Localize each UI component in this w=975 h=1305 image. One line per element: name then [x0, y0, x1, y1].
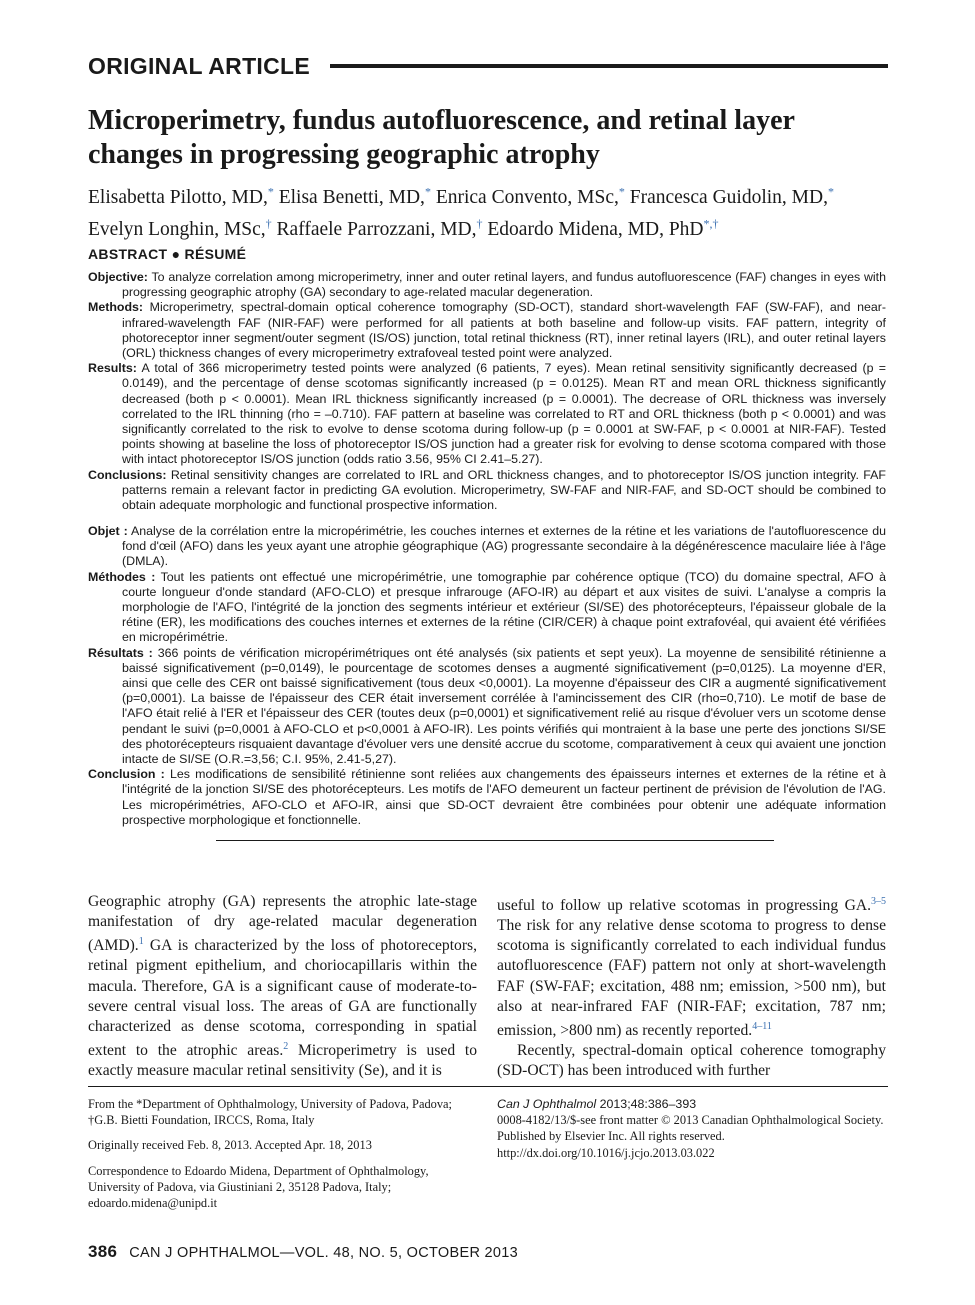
- abstract-french: [88, 524, 886, 828]
- resume-conclusion: Conclusion : Les modifications de sensibilité rétinienne sont reliées aux changements des épaisseurs internes et externes de la rétine et à l'intégrité de la jonction SI/SE des photorécepteurs. Les motifs de l'AFO demeurent un facteur pertinent de prévision de l'évolution de l'AG. Les micropérimétries, AFO-CLO et AFO-IR, ainsi que SD-OCT devraient être combinées pour obtenir une adéquate information prospective morphologique et fonctionnelle.: [88, 767, 886, 827]
- body-column-right: [497, 892, 886, 1081]
- correspondence-note: Correspondence to Edoardo Midena, Department of Ophthalmology, University of Padova, via Giustiniani 2, 35128 Padova, Italy; edoardo.midena@unipd.it: [88, 1163, 429, 1211]
- footnotes-left: [88, 1096, 478, 1220]
- abstract-heading: ABSTRACT ● RÉSUMÉ: [88, 246, 247, 262]
- author-list: [88, 178, 898, 243]
- abstract-results: Results: A total of 366 microperimetry tested points were analyzed (6 patients, 7 eyes). Mean retinal sensitivity significantly decreased (p = 0.0149), and the percentage of dense scotomas significantly increased (p = 0.0125). Mean RT and mean ORL thickness significantly decreased (both p < 0.0001). Mean IRL thickness significantly increased (p = 0.0001). The decrease of ORL thickness was inversely correlated to the IRL thinning (rho = –0.710). FAF pattern at baseline was correlated to RT and ORL thickness (both p < 0.0001) and was significantly correlated to the risk to evolve to dense scotoma during follow-up (p = 0.0001 at SW-FAF, p < 0.0001 at NIR-FAF). Tested points showing at baseline the loss of photoreceptor IS/OS junction had a greater risk for evolving to dense scotoma compared with those with intact photoreceptor IS/OS junction (odds ratio 3.56, 95% CI 2.41–5.27).: [88, 361, 886, 467]
- author: Raffaele Parrozzani, MD,†: [276, 216, 483, 240]
- author: Edoardo Midena, MD, PhD*,†: [487, 216, 719, 240]
- affiliation-mark[interactable]: *: [618, 184, 625, 198]
- header-rule: [330, 64, 888, 68]
- author: Elisa Benetti, MD,*: [278, 184, 431, 208]
- received-note: Originally received Feb. 8, 2013. Accepted Apr. 18, 2013: [88, 1138, 372, 1153]
- abstract-conclusions: Conclusions: Retinal sensitivity changes are correlated to IRL and ORL thickness changes, and to photoreceptor IS/OS junction integrity. FAF patterns remain a relevant factor in predicting GA evolution. Microperimetry, SW-FAF and NIR-FAF, and SD-OCT should be combined to obtain adequate morphologic and functional prospective information.: [88, 467, 886, 513]
- footnote-divider: [88, 1086, 888, 1087]
- author: Francesca Guidolin, MD,*: [629, 184, 834, 208]
- affiliation-mark[interactable]: *,†: [703, 216, 719, 231]
- author: Elisabetta Pilotto, MD,*: [88, 184, 274, 208]
- abstract-methods: Methods: Microperimetry, spectral-domain optical coherence tomography (SD-OCT), standard short-wavelength FAF (SW-FAF), and near-infrared-wavelength FAF (NIR-FAF) were performed for all patients at both baseline and follow-up visits. FAF pattern, integrity of photoreceptor inner segment/outer segment (IS/OS) junction, total retinal thickness (RT), inner retinal layers (IRL), and outer retinal layers (ORL) thickness changes of every microperimetry extrafoveal tested point were analyzed.: [88, 300, 886, 361]
- affiliation-mark[interactable]: †: [265, 216, 272, 231]
- journal-citation: Can J Ophthalmol 2013;48:386–393: [497, 1097, 697, 1111]
- citation-link[interactable]: 2: [283, 1040, 289, 1052]
- page-footer: [88, 1242, 518, 1262]
- affiliation-mark[interactable]: *: [267, 184, 274, 198]
- page-number: 386: [88, 1242, 118, 1261]
- section-label: ORIGINAL ARTICLE: [88, 52, 311, 79]
- doi-link[interactable]: http://dx.doi.org/10.1016/j.jcjo.2013.03.022: [497, 1145, 715, 1160]
- citation-link[interactable]: 3–5: [871, 896, 886, 907]
- citation-link[interactable]: 4–11: [752, 1020, 772, 1032]
- affiliation-mark[interactable]: *: [827, 184, 834, 198]
- body-paragraph: useful to follow up relative scotomas in progressing GA.$^{3-5}$ The risk for any relative dense scotoma to progress to dense scotoma is significantly correlated to each individual fundus autofluorescence (FAF) pattern not only at short-wavelength FAF (SW-FAF; excitation, 488 nm; emission, >500 nm), but also at near-infrared FAF (NIR-FAF; excitation, 787 nm; emission, >800 nm) as recently reported.$^{4-11}$: [497, 896, 886, 1039]
- affiliation-note: From the *Department of Ophthalmology, University of Padova, Padova; †G.B. Bietti Foundation, IRCCS, Roma, Italy: [88, 1097, 452, 1128]
- citation-link[interactable]: 1: [138, 936, 144, 948]
- author: Evelyn Longhin, MSc,†: [88, 216, 272, 240]
- abstract-english: [88, 270, 886, 513]
- affiliation-mark[interactable]: *: [424, 184, 431, 198]
- copyright-note: 0008-4182/13/$-see front matter © 2013 Canadian Ophthalmological Society. Published by Elsevier Inc. All rights reserved.: [497, 1113, 884, 1144]
- article-title: Microperimetry, fundus autofluorescence, and retinal layer changes in progressing geographic atrophy: [88, 105, 795, 170]
- resume-resultats: Résultats : 366 points de vérification micropérimétriques ont été analysés (six patients et sept yeux). La moyenne de sensibilité rétinienne a baissé significativement (p=0,0149), le pourcentage de scotomes denses a augmenté significativement (p=0,0125). La moyenne d'ER, ainsi que celle des CER ont baissé significativement (tous deux <0,0001). La moyenne d'épaisseur des CIR a augmenté significativement (p=0,0001). La baisse de l'épaisseur des CER était inversement corrélée à l'amincissement des CIR (rho=0,710). Le motif de base de l'AFO était relié à l'ER et l'épaisseur des CER (toutes deux (p=0,0001) et significativement relié au risque d'évoluer vers un scotome dense pendant le suivi (p=0,0001 à AFO-CLO et p<0,0001 à AFO-IR). Les points vérifiés qui montraient à la base une perte des jonctions SI/SE des photorécepteurs risquaient davantage d'évoluer vers une densité accrue du scotome, comparativement à ceux qui avaient une jonction intacte de SI/SE (O.R.=3,56; C.I. 95%, 2.41-5,27).: [88, 645, 886, 767]
- running-head: CAN J OPHTHALMOL—VOL. 48, NO. 5, OCTOBER 2013: [129, 1245, 519, 1261]
- footnotes-right: [497, 1096, 887, 1161]
- body-paragraph: Recently, spectral-domain optical coherence tomography (SD-OCT) has been introduced with further: [497, 1042, 886, 1080]
- resume-objet: Objet : Analyse de la corrélation entre la micropérimétrie, les couches internes et externes de la rétine et les variations de l'autofluorescence du fond d'œil (AFO) dans les yeux ayant une atrophie géographique (AG) progressante secondaire à la dégénérescence maculaire liée à l'âge (DMLA).: [88, 524, 886, 569]
- body-paragraph: Geographic atrophy (GA) represents the atrophic late-stage manifestation of dry age-related macular degeneration (AMD).$^1$ GA is characterized by the loss of photoreceptors, retinal pigment epithelium, and choriocapillaris within the macula. Therefore, GA is a significant cause of moderate-to-severe central visual loss. The areas of GA are functionally characterized as dense scotoma, corresponding in spatial extent to the atrophic areas.$^2$ Microperimetry is used to exactly measure macular retinal sensitivity (Se), and it is: [88, 893, 478, 1080]
- abstract-divider: [216, 840, 774, 841]
- section-header: [88, 50, 888, 82]
- resume-methodes: Méthodes : Tout les patients ont effectué une micropérimétrie, une tomographie par cohérence optique (TCO) du domaine spectral, AFO à courte longueur d'onde standard (AFO-CLO) et presque infrarouge (AFO-IR) au départ et aux visites de suivi. L'analyse a compris la morphologie de l'AFO, l'intégrité de la jonction des segments intérieur et extérieur (SI/SE) des photorécepteurs, l'épaisseur globale de la rétine (ER), les modifications des couches internes et externes de la rétine (CIR/CER) à chaque point extrafovéal, qui avaient été vérifiées en micropérimétrie.: [88, 569, 886, 645]
- body-column-left: [88, 892, 477, 1081]
- abstract-objective: Objective: To analyze correlation among microperimetry, inner and outer retinal layers, and fundus autofluorescence (FAF) changes in eyes with progressing geographic atrophy (GA) secondary to age-related macular degeneration.: [88, 270, 887, 300]
- author: Enrica Convento, MSc,*: [435, 184, 625, 208]
- affiliation-mark[interactable]: †: [476, 216, 483, 231]
